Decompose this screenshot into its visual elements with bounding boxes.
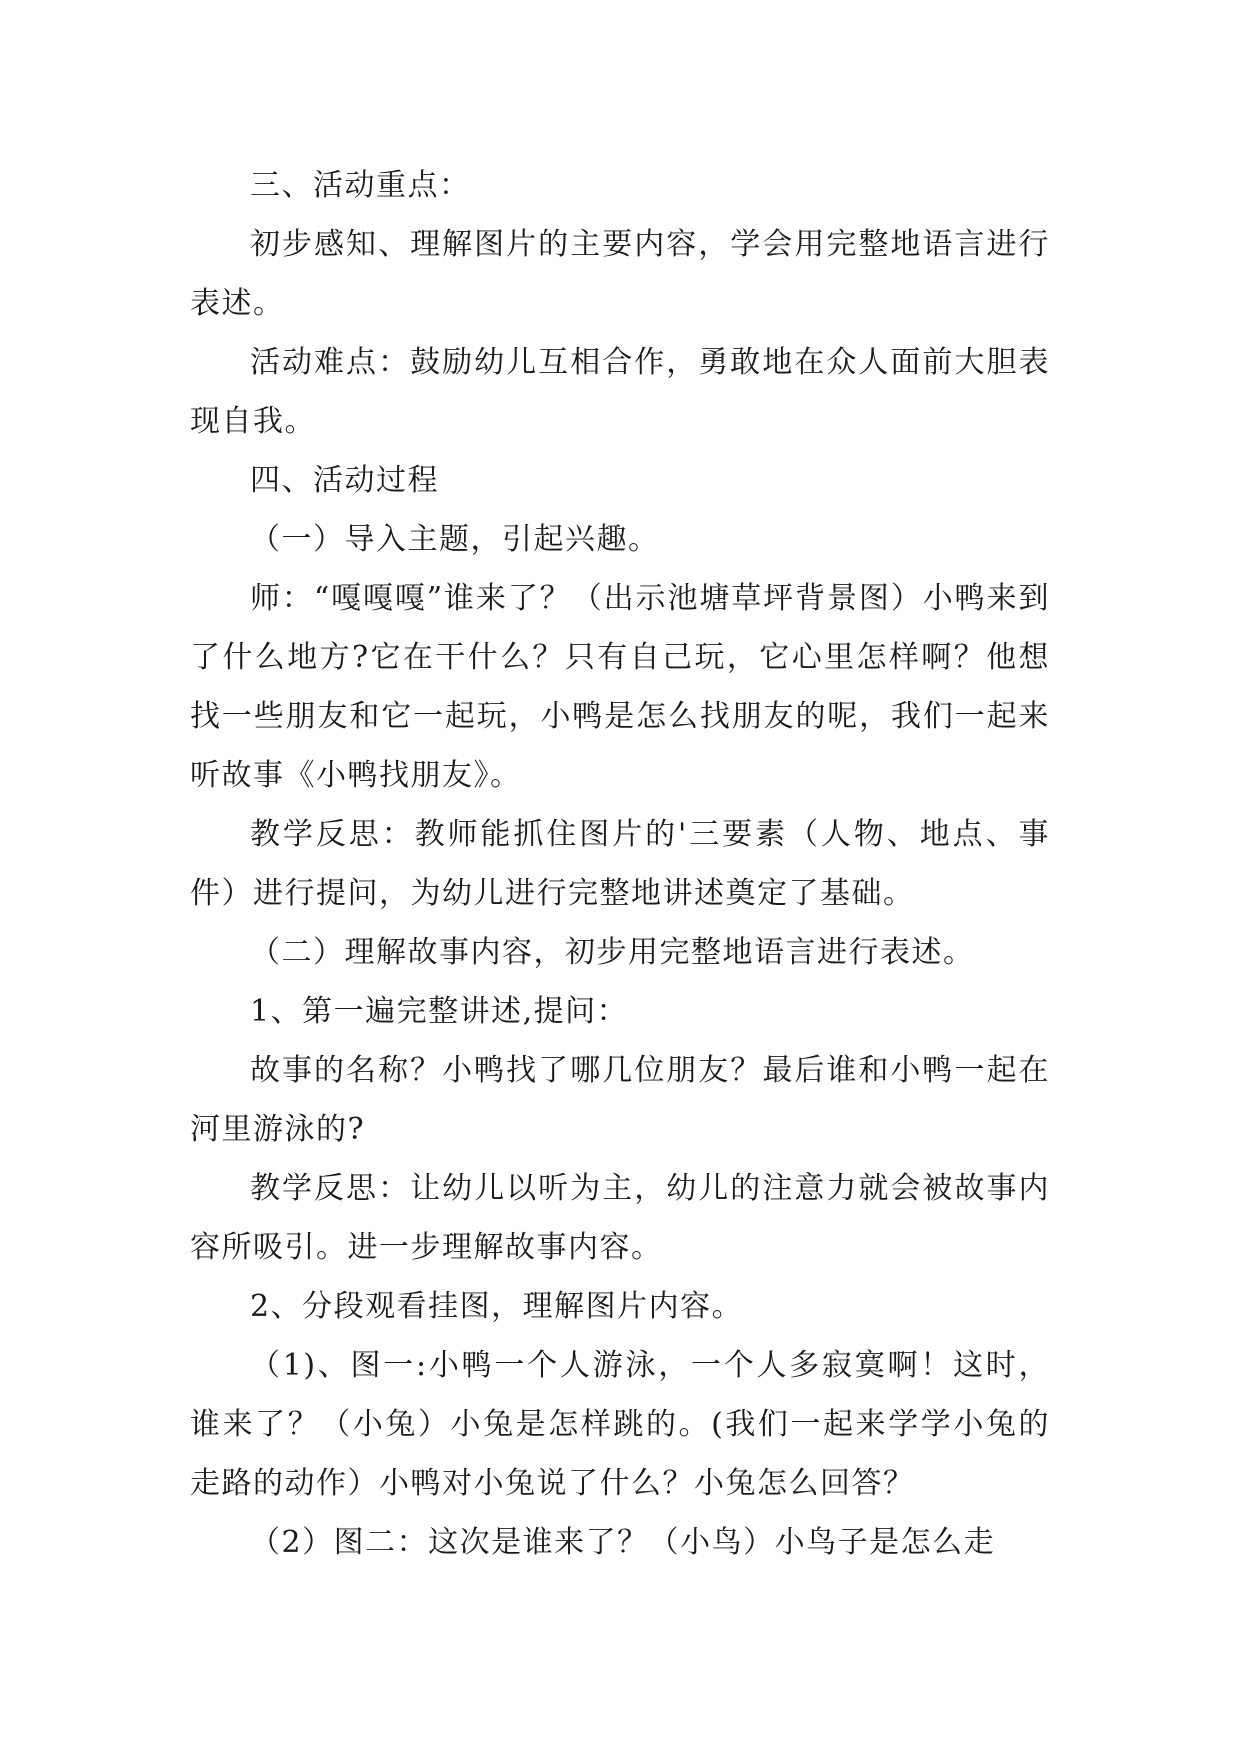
heading-activity-focus: 三、活动重点： bbox=[250, 168, 471, 203]
paragraph-difficulty: 活动难点：鼓励幼儿互相合作，勇敢地在众人面前大胆表现自我。 bbox=[190, 345, 1050, 439]
item-first-telling: 1、第一遍完整讲述,提问： bbox=[250, 994, 629, 1029]
paragraph-teacher-intro: 师：“嘎嘎嘎”谁来了？（出示池塘草坪背景图）小鸭来到了什么地方?它在干什么？只有自己玩，它心里怎样啊？他想找一些朋友和它一起玩，小鸭是怎么找朋友的呢，我们一起来听故事《小鸭找朋友》。 bbox=[190, 581, 1050, 793]
paragraph-reflection-2: 教学反思：让幼儿以听为主，幼儿的注意力就会被故事内容所吸引。进一步理解故事内容。 bbox=[190, 1171, 1050, 1265]
document-body bbox=[190, 156, 1050, 1572]
subheading-understand-story: （二）理解故事内容，初步用完整地语言进行表述。 bbox=[250, 935, 975, 970]
paragraph-focus-content: 初步感知、理解图片的主要内容，学会用完整地语言进行表述。 bbox=[190, 227, 1050, 321]
heading-activity-process: 四、活动过程 bbox=[250, 463, 439, 498]
paragraph-picture-one: （1)、图一:小鸭一个人游泳，一个人多寂寞啊！这时，谁来了？（小兔）小兔是怎样跳的。(我们一起来学学小兔的走路的动作）小鸭对小兔说了什么？小兔怎么回答？ bbox=[190, 1348, 1050, 1501]
paragraph-reflection-1: 教学反思：教师能抓住图片的'三要素（人物、地点、事件）进行提问，为幼儿进行完整地讲述奠定了基础。 bbox=[190, 817, 1050, 911]
subheading-intro-topic: （一）导入主题，引起兴趣。 bbox=[250, 522, 660, 557]
item-view-pictures: 2、分段观看挂图，理解图片内容。 bbox=[250, 1289, 744, 1324]
paragraph-picture-two: （2）图二：这次是谁来了？（小鸟）小鸟子是怎么走 bbox=[250, 1525, 996, 1560]
paragraph-questions: 故事的名称？小鸭找了哪几位朋友？最后谁和小鸭一起在河里游泳的? bbox=[190, 1053, 1050, 1147]
